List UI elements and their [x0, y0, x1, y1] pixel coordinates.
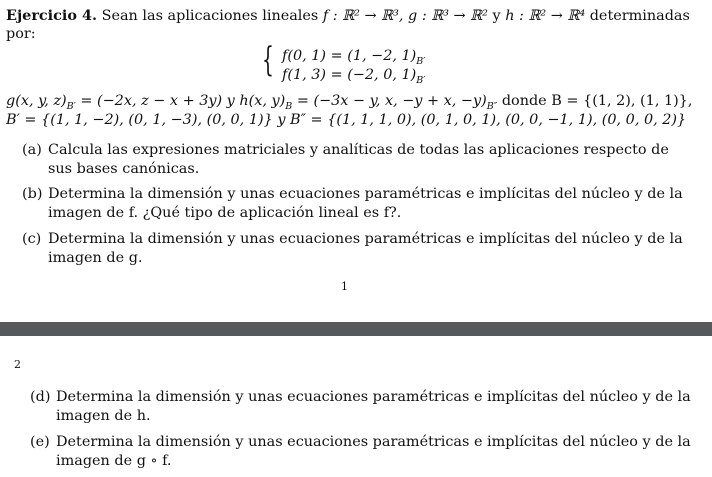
item-label: (a): [22, 142, 42, 158]
h-value-basis: B″: [486, 100, 498, 112]
exercise-statement-line-1: [6, 6, 698, 26]
item-text: Determina la dimensión y unas ecuaciones paramétricas e implícitas del núcleo y de la imagen de g ∘ f.: [56, 434, 691, 469]
g-value: = (−2x, z − x + 3y) y h(x, y): [75, 93, 286, 109]
determinadas-text: determinadas: [589, 8, 690, 24]
equation-1-basis: B′: [416, 55, 426, 67]
h-value: = (−3x − y, x, −y + x, −y): [292, 93, 487, 109]
item-text: Determina la dimensión y unas ecuaciones paramétricas e implícitas del núcleo y de la imagen de f. ¿Qué tipo de aplicación lineal es f?.: [48, 186, 683, 221]
equation-2: [282, 66, 425, 84]
item-label: (b): [22, 186, 43, 202]
h-map: h : ℝ² → ℝ⁴: [505, 8, 586, 24]
g-h-definition-line: [6, 92, 698, 111]
item-text: Determina la dimensión y unas ecuaciones paramétricas e implícitas del núcleo y de la imagen de g.: [48, 231, 683, 266]
equation-2-text: f(1, 3) = (−2, 0, 1): [282, 67, 417, 83]
item-label: (c): [22, 231, 42, 247]
list-item-e: [30, 433, 698, 473]
g-definition: g(x, y, z): [6, 93, 67, 109]
list-item-c: [22, 230, 698, 270]
g-basis: B′: [66, 100, 76, 112]
por-text: por:: [6, 26, 36, 42]
item-text: Calcula las expresiones matriciales y analíticas de todas las aplicaciones respecto de sus bases canónicas.: [48, 142, 669, 177]
equation-1: [282, 47, 425, 65]
donde-text: donde B = {(1, 2), (1, 1)},: [497, 93, 693, 109]
list-item-d: [30, 388, 698, 428]
page-number-1: 1: [341, 280, 348, 293]
h-basis: B: [285, 100, 293, 112]
item-label: (e): [30, 434, 50, 450]
list-item-a: [22, 141, 698, 181]
bases-line: B′ = {(1, 1, −2), (0, 1, −3), (0, 0, 1)} y B″ = {(1, 1, 1, 0), (0, 1, 0, 1), (0, 0, −1, 1), (0, 0, 0, 2)}: [6, 112, 687, 128]
page-number-2: 2: [14, 358, 21, 371]
list-item-b: [22, 185, 698, 225]
equation-1-text: f(0, 1) = (1, −2, 1): [282, 48, 417, 64]
intro-text: Sean las aplicaciones lineales: [101, 8, 319, 24]
exercise-title: Ejercicio 4.: [6, 7, 98, 24]
equation-2-basis: B′: [416, 74, 426, 86]
f-map: f : ℝ² → ℝ³,: [322, 8, 404, 24]
page-separator: [0, 322, 712, 336]
conjunction-y: y: [492, 8, 501, 24]
page-2: [0, 336, 712, 477]
g-map: g : ℝ³ → ℝ²: [408, 8, 488, 24]
item-text: Determina la dimensión y unas ecuaciones paramétricas e implícitas del núcleo y de la imagen de h.: [56, 389, 691, 424]
item-label: (d): [30, 389, 51, 405]
left-brace: {: [262, 40, 274, 80]
